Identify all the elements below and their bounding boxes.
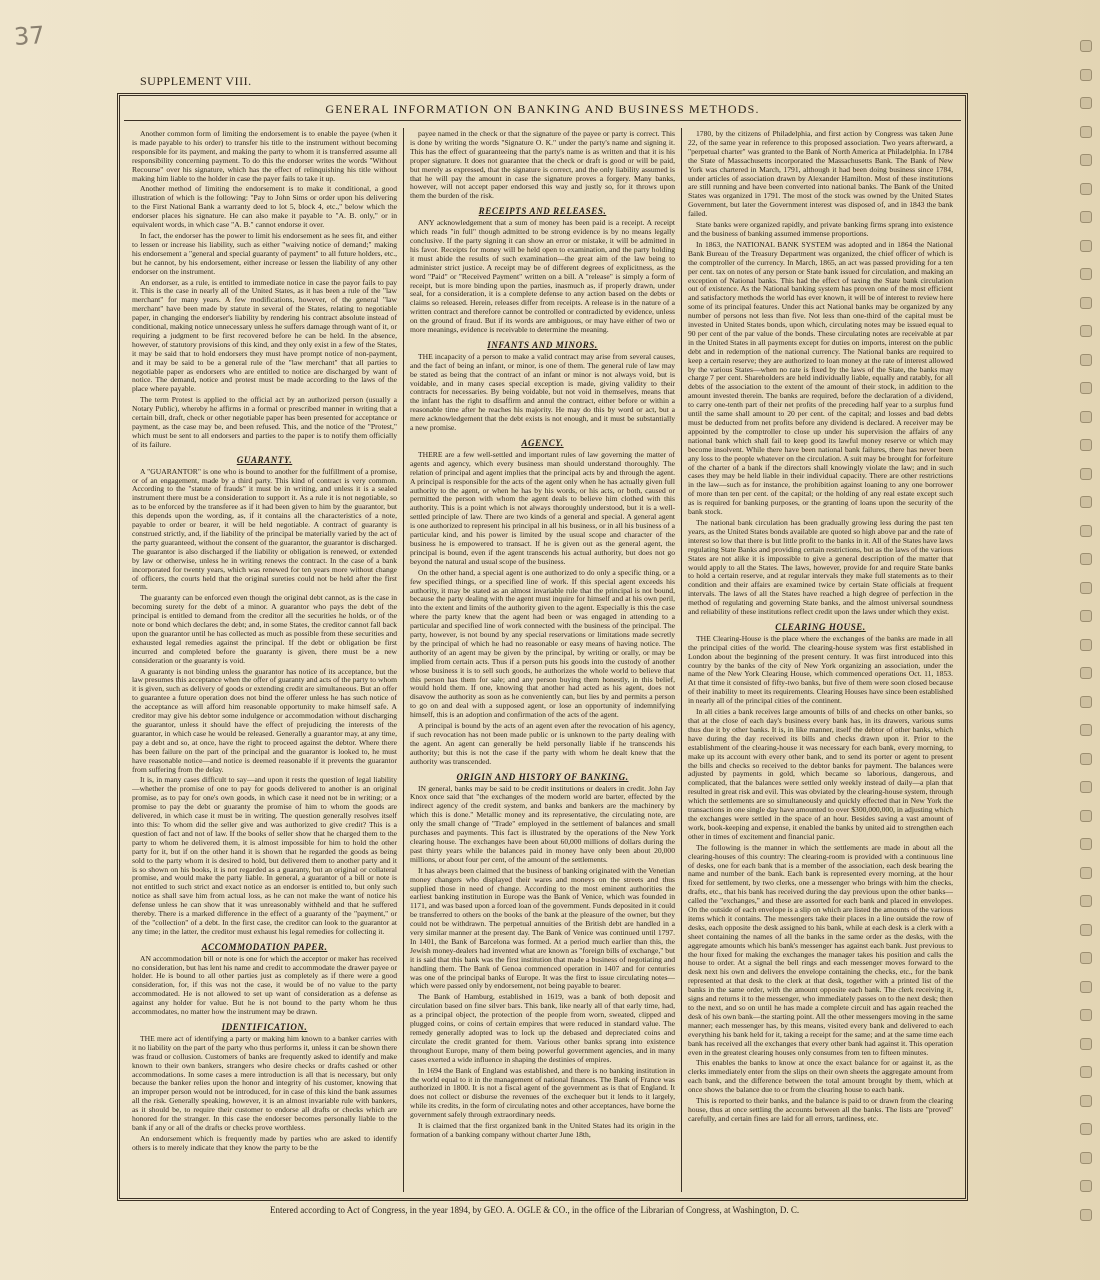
- paragraph: The guaranty can be enforced even though the original debt cannot, as is the case in becoming surety for the debt of a minor. A guarantor who pays the debt of the principal is entitled to demand from the creditor all the securities he holds, or of the note or bond which declares the debt; and, in some States, the creditor cannot fall back upon the guarantor until he has collected as much as possible from these securities and exhausted legal remedies against the principal. If the debt or obligation be first incurred and completed before the guaranty is given, there must be a new consideration or the guaranty is void.: [132, 593, 397, 665]
- paragraph: AN accommodation bill or note is one for which the acceptor or maker has received no consideration, but has lent his name and credit to accommodate the drawer payee or holder. He is bound to all other parties just as completely as if there were a good consideration, for, if this was not the case, it would be of no value to the party accommodated. He is not allowed to set up want of consideration as a defense as against any holder for value. But he is not bound to the party whom he thus accommodates, no matter how the instrument may be drawn.: [132, 953, 397, 1017]
- paragraph: THE Clearing-House is the place where the exchanges of the banks are made in all the principal cities of the world. The clearing-house system was first established in London about the beginning of the present century. It was first introduced into this country by the banks of the city of New York organizing an association, under the name of the New York Clearing House, which commenced operations Oct. 11, 1853. At that time it consisted of fifty-two banks, but five of them were soon closed because of their inability to meet its requirements. Clearing Houses have since been established in nearly all of the principal cities of the continent.: [688, 633, 953, 706]
- paragraph: THE incapacity of a person to make a valid contract may arise from several causes, and the fact of being an infant, or minor, is one of them. The general rule of law may be stated as being that the contract of an infant or minor is not always void, but is voidable, and in many cases special exception is made, giving validity to their contracts for necessaries. By being voidable, but not void in themselves, means that the infant has the right to disaffirm and annul the contract, either before or within a reasonable time after he reaches his majority. He may do this by word or act, but a mere acknowledgement that the debt exists is not enough, and it must be substantially a new promise.: [410, 351, 675, 433]
- section-heading-agency: AGENCY.: [521, 438, 564, 448]
- page-title: GENERAL INFORMATION ON BANKING AND BUSINESS METHODS.: [325, 102, 760, 116]
- binding-hole: [1080, 325, 1092, 337]
- binding-hole: [1080, 781, 1092, 793]
- paragraph: In fact, the endorser has the power to limit his endorsement as he sees fit, and either to lessen or increase his liability, such as either "waiving notice of demand;" making his endorsement a "general and special guaranty of payment" to all future holders, etc., but he cannot, by his endorsement, either increase or lessen the liability of any other endorser on the instrument.: [132, 230, 397, 276]
- binding-hole: [1080, 154, 1092, 166]
- binding-hole: [1080, 97, 1092, 109]
- binding-hole: [1080, 297, 1092, 309]
- binding-holes: [1075, 40, 1097, 1250]
- paragraph: 1780, by the citizens of Philadelphia, and first action by Congress was taken June 22, of the same year in reference to this proposed association. Two years afterward, a "perpetual charter" was granted to the Bank of North America at Philadelphia. In 1784 the State of Massachusetts incorporated the Massachusetts Bank. The Bank of New York was chartered in March, 1791, although it had been doing business since 1784, under articles of association drawn by Alexander Hamilton. Most of these institutions are still running and have been converted into national banks. The Bank of the United States was organized in 1791. The most of the stock was owned by the United States Government, but later the Government interest was disposed of, and in 1843 the bank failed.: [688, 130, 953, 219]
- binding-hole: [1080, 724, 1092, 736]
- paragraph: A "GUARANTOR" is one who is bound to another for the fulfillment of a promise, or of an engagement, made by a third party. This kind of contract is very common. According to the "statute of frauds" it must be in writing, and unless it is a sealed instrument there must be a consideration to support it. As a rule it is not negotiable, so as to be enforced by the transferee as if it had been given to him by the guarantor, but this depends upon the wording, as, if it contains all the characteristics of a note, payable to order or bearer, it will be held negotiable. A contract of guaranty is construed strictly, and, if the liability of the principal be materially varied by the act of the party guaranteed, without the consent of the guarantor, the guarantor is discharged. The guarantor is also discharged if the liability or obligation is renewed, or extended by law or otherwise, unless he in writing renews the contract. In the case of a bank incorporated for twenty years, which was renewed for ten years more without change of officers, the courts held that the original sureties could not be held after the first term.: [132, 466, 397, 592]
- binding-hole: [1080, 183, 1092, 195]
- paragraph: IN general, banks may be said to be credit institutions or dealers in credit. John Jay Knox once said that "the exchanges of the modern world are barter, effected by the indirect agency of the credit system, and banks and bankers are the machinery by which this is done." Metallic money and its representative, the circulating note, are only the small change of "Trade" employed in the settlement of balances and small purchases and payments. This fact is illustrated by the operations of the New York clearing house. The exchanges have been about 60,000 millions of dollars during the past thirty years while the balances paid in money have only been about 20,000 millions, or about four per cent, of the amount of the settlements.: [410, 783, 675, 864]
- binding-hole: [1080, 582, 1092, 594]
- column-2: [410, 130, 675, 1190]
- binding-hole: [1080, 696, 1092, 708]
- binding-hole: [1080, 810, 1092, 822]
- column-3: [688, 130, 953, 1190]
- column-1: [132, 130, 397, 1190]
- binding-hole: [1080, 952, 1092, 964]
- section-heading-clearing-house: CLEARING HOUSE.: [775, 621, 866, 632]
- paragraph: ANY acknowledgement that a sum of money has been paid is a receipt. A receipt which reads "in full" though admitted to be strong evidence is by no means legally conclusive. If the party signing it can show an error or mistake, it will be admitted in his favor. Receipts for money will be held open to examination, and the party holding it must abide the results of such examination—the great aim of the law being to administer strict justice. A receipt may be of different degrees of explicitness, as the word "Paid" or "Received Payment" written on a bill. A "release" is simply a form of receipt, but is more binding upon the parties, inasmuch as, if properly drawn, under seal, for a consideration, it is a complete defense to any action based on the debts or claims so released. Herein, releases differ from receipts. A release is in the nature of a written contract and therefore cannot be controlled or contradicted by evidence, unless on the ground of fraud. But if its words are ambiguous, or may have either of two or more meanings, evidence is receivable to determine the meaning.: [410, 218, 675, 335]
- paragraph: In 1694 the Bank of England was established, and there is no banking institution in the world equal to it in the management of national finances. The Bank of France was authorized in 1800. It is not a fiscal agent of the government as is that of England. It does not collect or disburse the revenues of the exchequer but it lends to it largely, while its credits, in the form of circulating notes and other acceptances, have borne the government safely through extraordinary needs.: [410, 1065, 675, 1120]
- binding-hole: [1080, 553, 1092, 565]
- title-rule: [124, 120, 961, 121]
- section-heading-identification: IDENTIFICATION.: [221, 1022, 308, 1032]
- paragraph: State banks were organized rapidly, and private banking firms sprang into existence and the business of banking assumed immense proportions.: [688, 220, 953, 238]
- binding-hole: [1080, 753, 1092, 765]
- paragraph: THERE are a few well-settled and important rules of law governing the matter of agents and agency, which every business man should understand thoroughly. The relation of principal and agent implies that the principal acts by and through the agent. A principal is responsible for the acts of the agent only when he has actually given full authority to the agent, or when he has by his words, or his acts, or both, caused or permitted the person with whom the agent deals to believe him clothed with this authority. This is a point which is not always thoroughly understood, but it is a well-settled principle of law. There are two kinds of a general and special. A general agent is one authorized to represent his principal in all his business, or in all his business of a particular kind, and his power is limited by the usual scope and character of the business he is empowered to transact. If he is given out as the general agent, the principal is bound, even if the agent transcends his actual authority, but does not go beyond the natural and usual scope of the business.: [410, 449, 675, 566]
- binding-hole: [1080, 1123, 1092, 1135]
- document-frame: [117, 93, 968, 1201]
- paragraph: It is claimed that the first organized bank in the United States had its origin in the formation of a banking company without charter June 18th,: [410, 1121, 675, 1139]
- paragraph: The national bank circulation has been gradually growing less during the past ten years, as the United States bonds available are quoted so high above par and the rate of interest so low that there is but little profit to the banks in it. All of the States have laws regulating State Banks and providing certain restrictions, but as the laws of the various States are not alike it is impossible to give a general description of the matter that would apply to all the States. The laws, however, provide for and require State banks to hold a certain reserve, and at regular intervals they make full statements as to their condition and their affairs are examined twice by certain State officials at frequent intervals. The laws of all the States have reached a high degree of perfection in the method of regulating and governing State banks, and the almost universal soundness and reliability of these institutions reflect credit upon the laws under which they exist.: [688, 517, 953, 617]
- paragraph: In all cities a bank receives large amounts of bills of and checks on other banks, so that at the close of each day's business every bank has, in its drawers, various sums thus due it by other banks. It is, in like manner, itself the debtor of other banks, which have during the day received its bills and checks drawn upon it. Prior to the establishment of the clearing-house it was necessary for each bank, every morning, to make up its account with every other bank, and to send its porter or agent to present the bills and checks so received to the debtor banks for payment. The balances were adjusted by payments in gold, which became so laborious, dangerous, and complicated, that the balances were settled only weekly instead of daily—a plan that resulted in great risk and evil. This was obviated by the clearing-house system, through which the settlements are so simultaneously and quickly effected that in New York the transactions in one single day have amounted to over $300,000,000, in adjusting which the exchanges were settled in the space of an hour. Besides saving a vast amount of work, book-keeping and expense, it enabled the banks by united aid to strengthen each other in times of excitement and financial panic.: [688, 707, 953, 841]
- binding-hole: [1080, 667, 1092, 679]
- binding-hole: [1080, 268, 1092, 280]
- binding-hole: [1080, 838, 1092, 850]
- binding-hole: [1080, 411, 1092, 423]
- section-heading-accommodation: ACCOMMODATION PAPER.: [201, 941, 328, 952]
- binding-hole: [1080, 1095, 1092, 1107]
- paragraph: A guaranty is not binding unless the guarantor has notice of its acceptance, but the law presumes this acceptance when the offer of guaranty and acts of the party to whom it is given, such as delivery of goods or extending credit are simultaneous. But an offer to guarantee a future operation does not bind the offerer unless he has such notice of the acceptance as will afford him reasonable opportunity to make himself safe. A creditor may give his debtor some indulgence or accommodation without discharging the guarantor, unless it should have the effect of prejudicing the interests of the guarantor, in which case he would be released. Generally a guarantor may, at any time, pay a debt and so, at once, have the right to proceed against the debtor. Where there has been failure on the part of the principal and the guarantor is looked to, he must have reasonable notice—and notice is deemed reasonable if it prevents the guarantor from suffering from the delay.: [132, 666, 397, 774]
- binding-hole: [1080, 610, 1092, 622]
- binding-hole: [1080, 126, 1092, 138]
- binding-hole: [1080, 496, 1092, 508]
- binding-hole: [1080, 439, 1092, 451]
- binding-hole: [1080, 354, 1092, 366]
- binding-hole: [1080, 867, 1092, 879]
- column-divider: [681, 128, 682, 1192]
- paragraph: Another method of limiting the endorsement is to make it conditional, a good illustration of which is the following: "Pay to John Sims or order upon his delivering to the First National Bank a warranty deed to lot 5, block 4, etc.," below which the endorser places his signature. He can also make it payable to "A. B. only," or in equivalent words, in which case "A. B." cannot endorse it over.: [132, 184, 397, 230]
- pencil-page-number: 37: [13, 20, 46, 52]
- binding-hole: [1080, 639, 1092, 651]
- paragraph: THE mere act of identifying a party or making him known to a banker carries with it no liability on the part of the party who thus performs it, unless it can be shown there was fraud or collusion. Customers of banks are frequently asked to identify and make known to their own bankers, strangers who desire checks or drafts cashed or other accommodations. In some cases a mere introduction is all that is necessary, but only because the banker relies upon the honor and integrity of his customer, knowing that an improper person would not be introduced, for in case of this kind the bank assumes all the risk. Generally speaking, however, it is an almost invariable rule with bankers, as it should be, to require their customer to endorse all drafts or checks which are honored for the stranger. In this case the endorser becomes personally liable to the bank if any or all of the drafts or checks prove worthless.: [132, 1033, 397, 1132]
- section-heading-infants: INFANTS AND MINORS.: [487, 339, 598, 350]
- paragraph: This is reported to their banks, and the balance is paid to or drawn from the clearing house, thus at once settling the accounts between all the banks. The lists are "proved" carefully, and certain fines are laid for all errors, tardiness, etc.: [688, 1096, 953, 1123]
- paragraph: It is, in many cases difficult to say—and upon it rests the question of legal liability—whether the promise of one to pay for goods delivered to another is an original promise, as to pay for one's own goods, in which case it need not be in writing; or a promise to pay the debt or guaranty the promise of him to whom the goods are delivered, in which case it must be in writing. The question generally resolves itself into this: To whom did the seller give and was authorized to give credit? This is a question of fact and not of law. If the books of seller show that he charged them to the party to whom he delivered them, it is almost impossible for him to hold the other party for it, but if on the other hand it is shown that he regarded the goods as being sold to the party whom it is desired to hold, but delivered them to another party and it is so shown on his books, it is not regarded as a guaranty, but an original or collateral promise, and would make the party liable. In general, a guarantor of a bill or note is not entitled to such strict and exact notice as an endorser is entitled to, but only such notice as shall save him from actual loss, as he can not make the want of notice his defense unless he can show that it was unreasonably withheld and that he suffered thereby. There is a marked difference in the effect of a guaranty of the "payment," or of the "collection" of a debt. In the first case, the creditor can look to the guarantor at any time; in the latter, the creditor must exhaust his legal remedies for collecting it.: [132, 775, 397, 936]
- paragraph: An endorsement which is frequently made by parties who are asked to identify others is to merely indicate that they know the party to be the: [132, 1133, 397, 1152]
- paragraph: Another common form of limiting the endorsement is to enable the payee (when it is made payable to his order) to transfer his title to the instrument without becoming responsible for its payment, and making the party to whom it is transferred assume all responsibility concerning payment. To do this the endorser writes the words "Without Recourse" over his signature, which has the effect of relinquishing his title without making him liable to the holder in case the payer fails to take it up.: [132, 130, 397, 183]
- copyright-footer: Entered according to Act of Congress, in the year 1894, by GEO. A. OGLE & CO., in the office of the Librarian of Congress, at Washington, D. C.: [270, 1205, 800, 1215]
- section-heading-origin: ORIGIN AND HISTORY OF BANKING.: [456, 771, 629, 782]
- binding-hole: [1080, 69, 1092, 81]
- binding-hole: [1080, 981, 1092, 993]
- section-heading-guaranty: GUARANTY.: [236, 454, 293, 465]
- paragraph: This enables the banks to know at once the exact balance for or against it, as the clerks immediately enter from the slips on their own sheets the aggregate amount from each bank, and the difference between the total amount brought by them, which at once shows the balance due to or from the clearing house to each bank.: [688, 1058, 953, 1095]
- paragraph: The following is the manner in which the settlements are made in about all the clearing-houses of this country: The clearing-room is provided with a continuous line of desks, one for each bank that is a member of the association, each desk bearing the name and number of the bank. Each bank is represented every morning, at the hour fixed for settlement, by two clerks, one a messenger who brings with him the checks, drafts, etc., that his bank has received during the day previous upon the other banks—called the "exchanges," and these are assorted for each bank and placed in envelopes. On the outside of each envelope is a slip on which are listed the amounts of the various items which it contains. The messengers take their places in a line outside the row of desks, each opposite the desk assigned to his bank, while at each desk is a clerk with a sheet containing the names of all the banks in the same order as the desks, with the aggregate amounts which his bank's messenger has against each bank. Just previous to the hour fixed for making the exchanges the manager takes his position and calls the house to order. At a signal the bell rings and each messenger moves forward to the desk next his own and delivers the envelope containing the checks, etc., for the bank represented at that desk to the clerk at that desk, together with a printed list of the banks in the same order, with the amount opposite each bank. The clerk receiving it, signs and returns it to the messenger, who immediately passes on to the next desk; then to the next, and so on until he has made a complete circuit and has again reached the desk of his own bank—the starting point. All the other messengers moving in the same manner; each messenger has, by this means, visited every bank and delivered to each everything his bank held for it, taking a receipt for the same; and at the same time each bank has received all the exchanges that every other bank had against it. This operation even in the greatest clearing houses only consumes from ten to fifteen minutes.: [688, 842, 953, 1057]
- paragraph: In 1863, the NATIONAL BANK SYSTEM was adopted and in 1864 the National Bank Bureau of the Treasury Department was organized, the chief officer of which is the comptroller of the currency. In March, 1865, an act was passed providing for a ten per cent. tax on notes of any person or State bank issued for circulation, and making an exception of National banks. This had the effect of taxing the State bank circulation out of existence. As the National banking system has proven one of the most efficient and satisfactory methods the world has ever known, it will be of interest to review here some of its principal features. Under this act National banks may be organized by any number of persons not less than five. Not less than one-third of the capital must be invested in United States bonds, upon which, circulating notes may be issued equal to 90 per cent of the par value of the bonds. These circulating notes are receivable at par in the United States in all payments except for duties on imports, interest on the public debt and in redemption of the national currency. The National banks are required to keep a certain reserve; they are authorized to loan money at the rate of interest allowed by the various States—when no rate is fixed by the laws of the State, the banks may charge 7 per cent. Shareholders are held individually liable, equally and ratably, for all debts of the association to the extent of the amount of their stock, in addition to the amount invested therein. The banks are required, before the declaration of a dividend, to carry one-tenth part of their net profits of the preceding half year to a surplus fund until the same shall amount to 20 per cent. of the capital; and losses and bad debts must be deducted from net profits before any dividend is declared. A receiver may be appointed by the comptroller to close up under his supervision the affairs of any national bank which shall fail to keep good its lawful money reserve or which may become insolvent. While there have been national bank failures, there has never been any loss to the people whatever on the circulation. A suit may be brought for forfeiture of the charter of a bank if the directors shall knowingly violate the law; and in such cases they may be held liable in their individual capacity. There are other restrictions in the law—such as for instance, the prohibition against loaning to any one borrower of more than ten per cent. of the capital; or the holding of any real estate except such as is required for banking purposes, or the granting of loans upon the security of the bank stock.: [688, 239, 953, 517]
- binding-hole: [1080, 525, 1092, 537]
- binding-hole: [1080, 211, 1092, 223]
- paragraph: An endorser, as a rule, is entitled to immediate notice in case the payor fails to pay it. This is the case in nearly all of the United States, as it has been a rule of the "law merchant" for many years. A few modifications, however, of the general "law merchant" have been made by statute in several of the States, relating to negotiable paper, in changing the endorser's liability by rendering his contract absolute instead of conditional, making notice unnecessary unless he suffers damage through want of it, or requiring a judgment to be first recovered before he can be held. In the absence, however, of statutory provisions of this kind, and they only exist in a few of the States, it may be said that to hold endorsers they must have prompt notice of non-payment, and it may be said to be a general rule of the "law merchant" that all parties to negotiable paper as endorsers who are entitled to notice are discharged by want of notice. The demand, notice and protest must be made according to the laws of the place where payable.: [132, 277, 397, 394]
- binding-hole: [1080, 1180, 1092, 1192]
- binding-hole: [1080, 1009, 1092, 1021]
- binding-hole: [1080, 40, 1092, 52]
- paragraph: It has always been claimed that the business of banking originated with the Venetian money changers who displayed their wares and moneys on the streets and thus supplied those in need of change. According to the most eminent authorities the earliest banking institution in Europe was the Bank of Venice, which was founded in 1171, and was based upon a forced loan of the government. Funds deposited in it could be transferred to others on the books of the bank at the pleasure of the owner, but they could not be withdrawn. The perpetual annuities of the British debt are handled in a very similar manner at the present day. The Bank of Venice was continued until 1797. In 1401, the Bank of Barcelona was formed. At a period much earlier than this, the Jewish money-dealers had invented what are known as "foreign bills of exchange," but it is said that this bank was the first institution that made a business of negotiating and handling them. The Bank of Genoa commenced operation in 1407 and for centuries was one of the principal banks of Europe. It was the first to issue circulating notes—which were passed only by endorsement, not being payable to bearer.: [410, 865, 675, 991]
- paragraph: The term Protest is applied to the official act by an authorized person (usually a Notary Public), whereby he affirms in a formal or prescribed manner in writing that a certain bill, draft, check or other negotiable paper has been presented for acceptance or payment, as the case may be, and been refused. This, and the notice of the "Protest," which must be sent to all endorsers and parties to the paper is to notify them officially of its failure.: [132, 395, 397, 449]
- binding-hole: [1080, 1038, 1092, 1050]
- paragraph: A principal is bound by the acts of an agent even after the revocation of his agency, if such revocation has not been made public or is unknown to the party dealing with the agent. An agent can generally be held personally liable if he transcends his authority; but this is not the case if the party with whom he dealt knew that the authority was transcended.: [410, 721, 675, 766]
- paragraph: On the other hand, a special agent is one authorized to do only a specific thing, or a few specified things, or a specified line of work. If this special agent exceeds his authority, it may be stated as an almost invariable rule that the principal is not bound, because the party dealing with the agent must inquire for himself and at his own peril, into the extent and limits of the authority given to the agent. Especially is this the case where the party knew that the agent had been or was engaged in attending to a particular and specified line of work connected with the business of the principal. The party, however, is not bound by any special reservations or limitations made secretly by the principal of which he had no reasonable or easy means of having notice. The authority of an agent may be given by the principal, by writing or orally, or may be implied from certain acts. Thus if a person puts his goods into the custody of another whose business it is to sell such goods, he authorizes the whole world to believe that this person has them for sale; and any person buying them honestly, in this belief, would hold them. If one, knowing that another had acted as his agent, does not disavow the authority as soon as he conveniently can, but lies by and permits a person to go on and deal with a supposed agent, or lose an opportunity of indemnifying himself, this is an adoption and confirmation of the acts of the agent.: [410, 567, 675, 720]
- section-heading-receipts: RECEIPTS AND RELEASES.: [478, 206, 607, 217]
- binding-hole: [1080, 1152, 1092, 1164]
- binding-hole: [1080, 1209, 1092, 1221]
- supplement-label: SUPPLEMENT VIII.: [140, 74, 252, 88]
- column-divider: [403, 128, 404, 1192]
- paragraph: The Bank of Hamburg, established in 1619, was a bank of both deposit and circulation based on fine silver bars. This bank, like nearly all of that early time, had, as a principal object, the protection of the people from worn, sweated, clipped and plugged coins, or coins of certain empires that were reduced in standard value. The remedy generally adopted was to lock up the debased and depreciated coins and circulate the credit granted for them. Various other banks sprang into existence throughout Europe, many of them being powerful government agencies, and in many cases exerted a wide influence in shaping the destinies of empires.: [410, 992, 675, 1064]
- binding-hole: [1080, 1066, 1092, 1078]
- binding-hole: [1080, 895, 1092, 907]
- binding-hole: [1080, 924, 1092, 936]
- binding-hole: [1080, 468, 1092, 480]
- paragraph: payee named in the check or that the signature of the payee or party is correct. This is done by writing the words "Signature O. K." under the party's name and signing it. This has the effect of guaranteeing that the party's name is as written and that it is his proper signature. It does not guarantee that the check or draft is good or will be paid, but merely as expressed, that the signature is correct, and the only liability assumed is that he will pay the amount in case the signature proves a forgery. Many banks, however, will not accept paper endorsed this way and justly so, for it throws upon them the burden of the risk.: [410, 130, 675, 201]
- binding-hole: [1080, 240, 1092, 252]
- binding-hole: [1080, 382, 1092, 394]
